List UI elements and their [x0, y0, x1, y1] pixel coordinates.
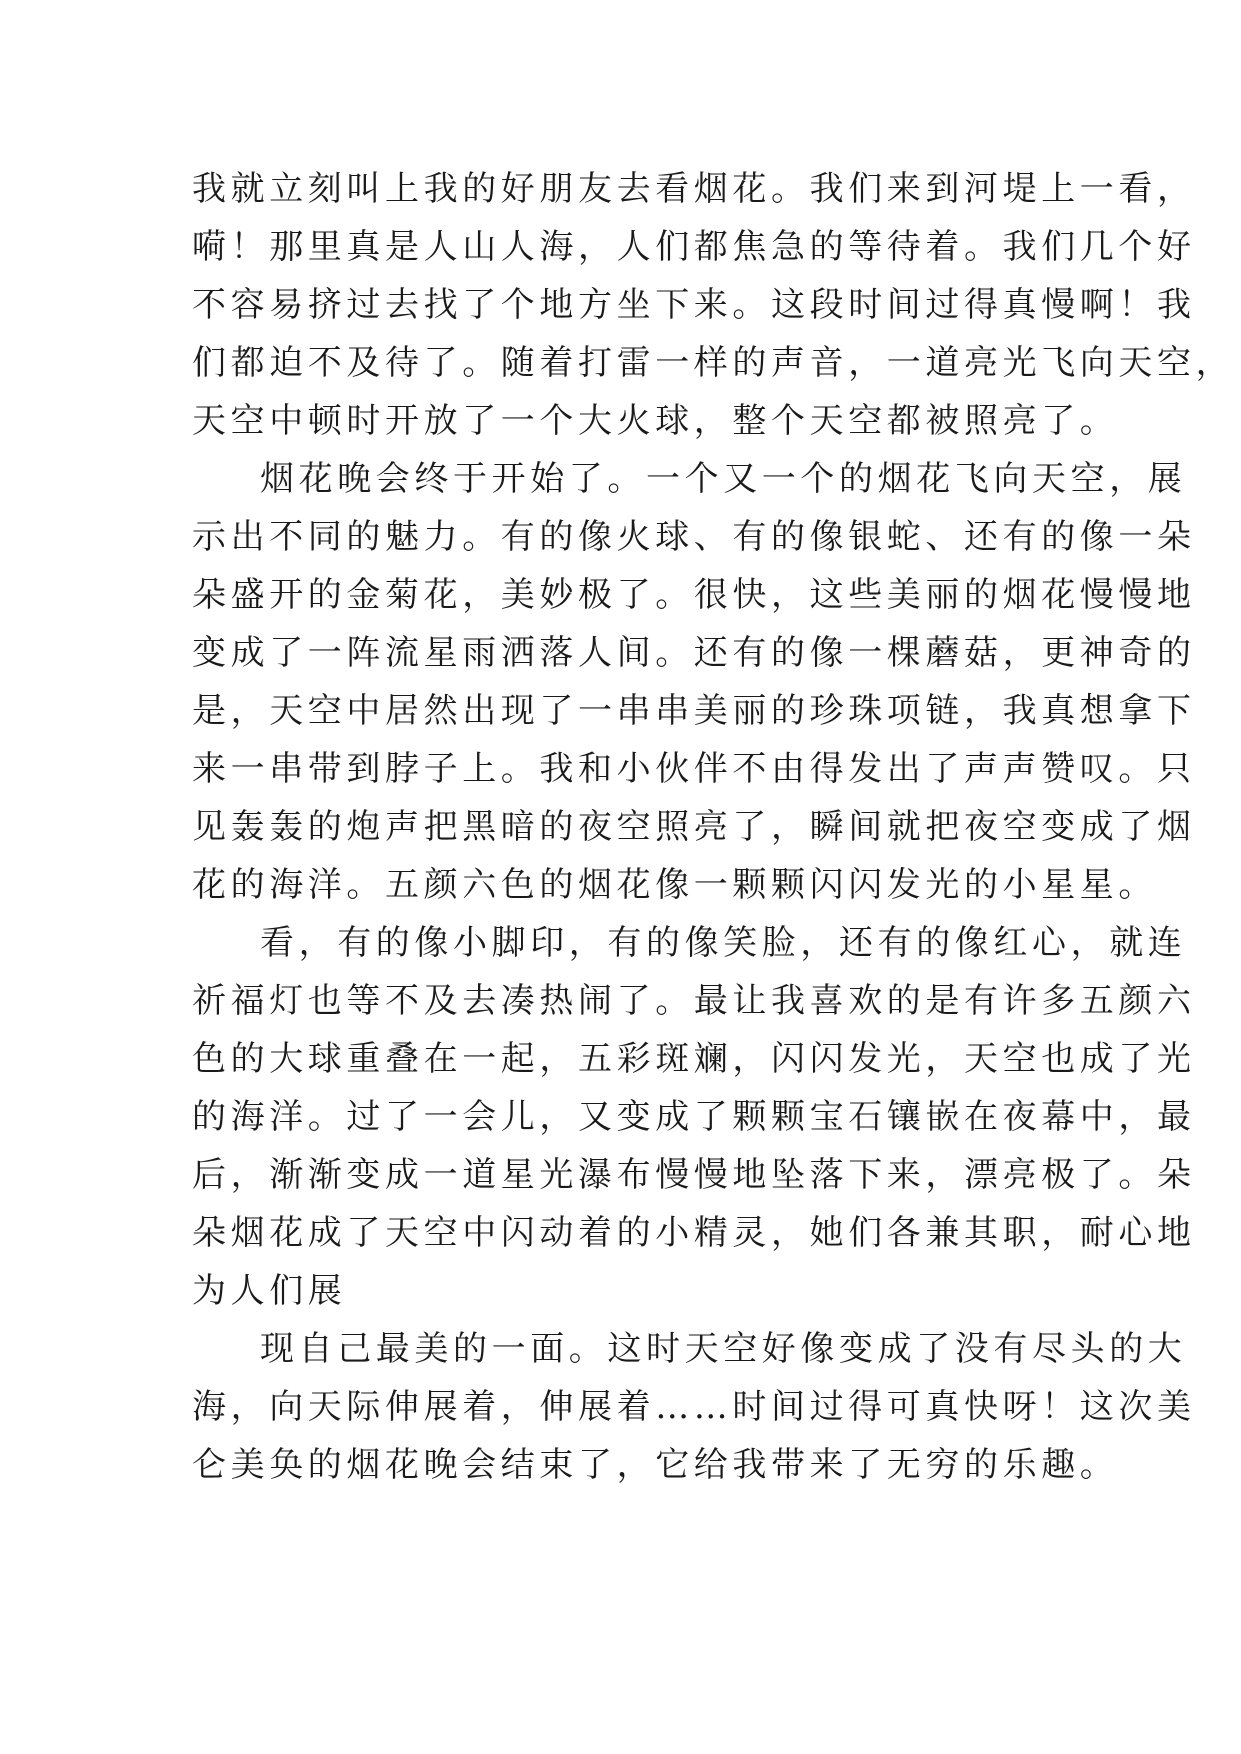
paragraph-3	[192, 914, 1196, 1320]
text-line: 花的海洋。五颜六色的烟花像一颗颗闪闪发光的小星星。	[192, 865, 1157, 905]
essay-body	[192, 160, 1235, 1494]
text-line: 是，天空中居然出现了一串串美丽的珍珠项链，我真想拿下	[192, 691, 1196, 731]
text-line: 烟花晚会终于开始了。一个又一个的烟花飞向天空，展	[260, 459, 1187, 499]
paragraph-2	[192, 450, 1196, 914]
text-line: 色的大球重叠在一起，五彩斑斓，闪闪发光，天空也成了光	[192, 1039, 1196, 1079]
text-line: 的海洋。过了一会儿，又变成了颗颗宝石镶嵌在夜幕中，最	[192, 1097, 1196, 1137]
text-line: 示出不同的魅力。有的像火球、有的像银蛇、还有的像一朵	[192, 517, 1196, 557]
text-line: 祈福灯也等不及去凑热闹了。最让我喜欢的是有许多五颜六	[192, 981, 1196, 1021]
text-line: 为人们展	[192, 1271, 347, 1311]
text-line: 天空中顿时开放了一个大火球，整个天空都被照亮了。	[192, 401, 1119, 441]
text-line: 不容易挤过去找了个地方坐下来。这段时间过得真慢啊！我	[192, 285, 1196, 325]
paragraph-4	[192, 1320, 1196, 1494]
text-line: 们都迫不及待了。随着打雷一样的声音，一道亮光飞向天空，	[192, 343, 1235, 383]
text-line: 现自己最美的一面。这时天空好像变成了没有尽头的大	[260, 1329, 1187, 1369]
text-line: 海，向天际伸展着，伸展着……时间过得可真快呀！这次美	[192, 1387, 1196, 1427]
text-line: 嗬！那里真是人山人海，人们都焦急的等待着。我们几个好	[192, 227, 1196, 267]
paragraph-1	[192, 160, 1235, 450]
text-line: 我就立刻叫上我的好朋友去看烟花。我们来到河堤上一看，	[192, 169, 1196, 209]
text-line: 仑美奂的烟花晚会结束了，它给我带来了无穷的乐趣。	[192, 1445, 1119, 1485]
text-line: 来一串带到脖子上。我和小伙伴不由得发出了声声赞叹。只	[192, 749, 1196, 789]
text-line: 朵盛开的金菊花，美妙极了。很快，这些美丽的烟花慢慢地	[192, 575, 1196, 615]
text-line: 后，渐渐变成一道星光瀑布慢慢地坠落下来，漂亮极了。朵	[192, 1155, 1196, 1195]
text-line: 朵烟花成了天空中闪动着的小精灵，她们各兼其职，耐心地	[192, 1213, 1196, 1253]
text-line: 见轰轰的炮声把黑暗的夜空照亮了，瞬间就把夜空变成了烟	[192, 807, 1196, 847]
text-line: 看，有的像小脚印，有的像笑脸，还有的像红心，就连	[260, 923, 1187, 963]
text-line: 变成了一阵流星雨洒落人间。还有的像一棵蘑菇，更神奇的	[192, 633, 1196, 673]
